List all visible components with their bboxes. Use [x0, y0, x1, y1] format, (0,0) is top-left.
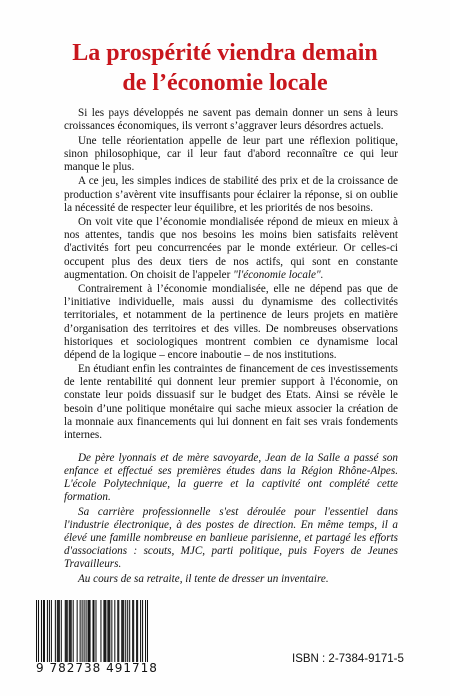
barcode-bar: [140, 600, 141, 662]
barcode-bar: [109, 600, 110, 662]
barcode-bar: [58, 600, 59, 662]
barcode-bar: [108, 600, 109, 662]
barcode-bar: [67, 600, 68, 662]
barcode-bar: [38, 600, 39, 662]
barcode-bar: [132, 600, 133, 662]
paragraph-1: Si les pays développés ne savent pas demain donner un sens à leurs croissances économiques, ils verront s’aggraver leurs désordres actuels.: [64, 107, 398, 133]
barcode-bar: [117, 600, 118, 662]
paragraph-4: [64, 216, 398, 281]
barcode-bar: [142, 600, 143, 662]
barcode-bar: [49, 600, 50, 662]
barcode-bar: [121, 600, 122, 662]
barcode-bar: [66, 600, 67, 662]
barcode-bar: [51, 600, 52, 662]
bio-paragraph-3: Au cours de sa retraite, il tente de dresser un inventaire.: [78, 572, 329, 585]
barcode-bar: [82, 600, 83, 662]
barcode-bar: [89, 600, 90, 662]
paragraph-4-text: On voit vite que l’économie mondialisée répond de mieux en mieux à nos attentes, tandis que nos besoins les moins bien satisfaits relèvent d'activités fort peu concurrencées par le monde extérieur. Or celles-ci occupent plus des deux tiers de nos actifs, qui sont en constante augmentation. On choisit de l'appeler: [64, 216, 398, 281]
paragraph-6: En étudiant enfin les contraintes de financement de ces investissements de lente rentabilité qui donnent leur premier support à l'économie, on constate leur poids dissuasif sur le budget des Etats. Ainsi se révèle le besoin d’une politique monétaire qui sache mieux associer la création de la monnaie aux financements qui lui donnent en fait ses vrais fondements internes.: [64, 363, 398, 441]
barcode-bar: [127, 600, 128, 662]
barcode-bar: [145, 600, 146, 662]
barcode-bar: [90, 600, 91, 662]
barcode-bar: [92, 600, 93, 662]
barcode-bar: [84, 600, 85, 662]
barcode-bar: [44, 600, 45, 662]
bio-paragraph-2: Sa carrière professionnelle s'est déroulée pour l'essentiel dans l'industrie électronique, à des postes de direction. En même temps, il a élevé une famille nombreuse en banlieue parisienne, et partagé les efforts d'associations : scouts, MJC, parti politique, puis Foyers de Jeunes Travailleurs.: [64, 505, 398, 571]
barcode-bar: [70, 600, 71, 662]
barcode-bar: [147, 600, 148, 662]
barcode-icon: [36, 600, 148, 662]
barcode-bar: [93, 600, 94, 662]
barcode-bar: [111, 600, 112, 662]
barcode-bar: [59, 600, 60, 662]
barcode-bar: [61, 600, 62, 662]
barcode-bar: [69, 600, 70, 662]
isbn: ISBN : 2-7384-9171-5: [292, 653, 404, 665]
barcode-bar: [73, 600, 74, 662]
bio-paragraph-1: De père lyonnais et de mère savoyarde, Jean de la Salle a passé son enfance et effectué ses premières études dans la Région Rhône-Alpes. L'école Polytechnique, la guerre et la captivité ont complété cette formation.: [64, 451, 398, 504]
barcode-digits: 9 782738 491718: [36, 661, 158, 675]
barcode-bar: [36, 600, 37, 662]
barcode-bar: [103, 600, 104, 662]
barcode-bar: [55, 600, 56, 662]
barcode-bar: [100, 600, 101, 662]
paragraph-2: Une telle réorientation appelle de leur part une réflexion politique, sinon philosophique, car il leur faut d'abord reconnaître ce qui leur manque le plus.: [64, 134, 398, 173]
barcode-bar: [43, 600, 44, 662]
barcode-bar: [137, 600, 138, 662]
barcode-bar: [47, 600, 48, 662]
barcode-bar: [122, 600, 123, 662]
barcode-bar: [88, 600, 89, 662]
barcode-bar: [77, 600, 78, 662]
book-title: [0, 38, 450, 98]
barcode-bar: [114, 600, 115, 662]
barcode-bar: [80, 600, 81, 662]
back-cover-text: [64, 107, 398, 587]
barcode-bar: [118, 600, 119, 662]
barcode-bar: [41, 600, 42, 662]
barcode-bar: [129, 600, 130, 662]
title-line-1: La prospérité viendra demain: [72, 40, 378, 67]
barcode: [36, 600, 148, 662]
title-line-2: de l’économie locale: [122, 70, 328, 97]
barcode-bar: [71, 600, 72, 662]
barcode-bar: [95, 600, 96, 662]
barcode-bar: [57, 600, 58, 662]
author-bio: [64, 452, 398, 586]
paragraph-3: A ce jeu, les simples indices de stabilité des prix et de la croissance de production s’avèrent vite insuffisants pour éclairer la réponse, si on oublie la nécessité de respecter leur équilibre, et les priorités de nos besoins.: [64, 175, 398, 214]
barcode-bar: [125, 600, 126, 662]
barcode-bar: [136, 600, 137, 662]
barcode-bar: [105, 600, 106, 662]
barcode-bar: [133, 600, 134, 662]
barcode-bar: [123, 600, 124, 662]
barcode-bar: [86, 600, 87, 662]
paragraph-5: Contrairement à l’économie mondialisée, elle ne dépend pas que de l’initiative individuelle, mais aussi du dynamisme des collectivités territoriales, et notamment de la pertinence de leurs projets en matière d’organisation des territoires et des villes. De nombreuses observations historiques et sociologiques montrent combien ce dynamisme local dépend de la logique – encore inaboutie – de nos institutions.: [64, 283, 398, 361]
barcode-bar: [65, 600, 66, 662]
barcode-bar: [104, 600, 105, 662]
barcode-bar: [107, 600, 108, 662]
paragraph-4-term: "l'économie locale".: [233, 268, 324, 281]
